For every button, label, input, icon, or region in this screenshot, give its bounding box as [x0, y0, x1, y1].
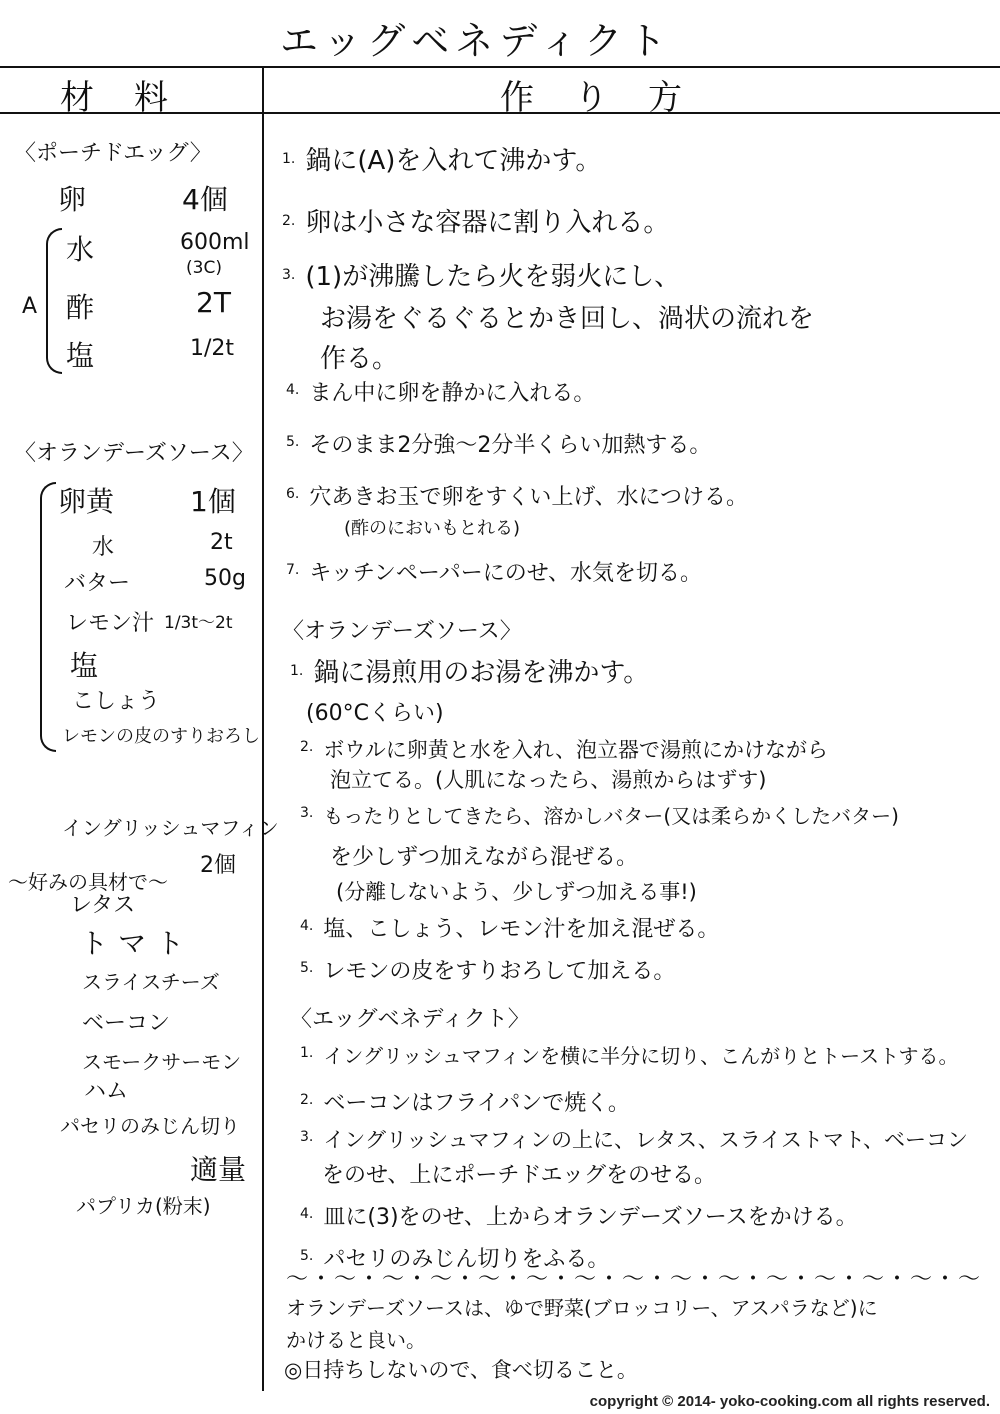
- lemon-juice-name: レモン汁: [66, 611, 155, 636]
- parsley: パセリのみじん切り: [60, 1114, 240, 1138]
- poached-step-6-note: (酢のにおいもとれる): [344, 518, 521, 539]
- lemon-zest: レモンの皮のすりおろし: [62, 726, 260, 747]
- group-a-brace: [46, 228, 62, 374]
- poached-egg-heading: 〈ポーチドエッグ〉: [14, 141, 212, 166]
- poached-step-1: $^{1.}$ 鍋に(A)を入れて沸かす。: [282, 146, 602, 176]
- note-serving-tip-line2: かけると良い。: [286, 1328, 426, 1352]
- salt-qty: 1/2t: [190, 336, 235, 361]
- hollandaise-method-heading: 〈オランデーズソース〉: [282, 619, 522, 644]
- tomato: トマト: [80, 927, 195, 960]
- pepper: こしょう: [72, 689, 161, 714]
- water-qty: 600ml: [180, 230, 250, 255]
- method-header: 作り方: [500, 78, 722, 118]
- egg-benedict-step-1: $^{1.}$ イングリッシュマフィンを横に半分に切り、こんがりとトーストする。: [300, 1044, 959, 1068]
- hollandaise-step-1-note: (60°Cくらい): [306, 701, 444, 726]
- egg-qty: 4個: [182, 183, 228, 216]
- poached-step-3: $^{3.}$ (1)が沸騰したら火を弱火にし、: [282, 262, 681, 292]
- lettuce: レタス: [70, 893, 136, 918]
- egg-benedict-method-heading: 〈エッグベネディクト〉: [290, 1007, 530, 1032]
- bacon: ベーコン: [82, 1011, 171, 1036]
- hollandaise-heading: 〈オランデーズソース〉: [14, 441, 254, 466]
- poached-step-7: $^{7.}$ キッチンペーパーにのせ、水気を切る。: [286, 561, 703, 586]
- hollandaise-brace: [40, 482, 56, 752]
- vinegar-name: 酢: [66, 291, 95, 324]
- poached-step-2: $^{2.}$ 卵は小さな容器に割り入れる。: [282, 208, 670, 238]
- water2-name: 水: [92, 535, 115, 560]
- water-note: (3C): [186, 258, 222, 278]
- poached-step-4: $^{4.}$ まん中に卵を静かに入れる。: [286, 381, 596, 406]
- poached-step-6: $^{6.}$ 穴あきお玉で卵をすくい上げ、水につける。: [286, 485, 749, 510]
- egg-benedict-step-3-line2: をのせ、上にポーチドエッグをのせる。: [322, 1163, 717, 1188]
- egg-name: 卵: [58, 183, 87, 216]
- vinegar-qty: 2T: [196, 286, 231, 319]
- salt-name: 塩: [66, 339, 95, 372]
- salt2: 塩: [70, 649, 99, 682]
- poached-step-5: $^{5.}$ そのまま2分強〜2分半くらい加熱する。: [286, 433, 712, 458]
- appropriate-amount: 適量: [190, 1153, 247, 1186]
- poached-step-3-line3: 作る。: [320, 344, 399, 374]
- hollandaise-step-2-line2: 泡立てる。(人肌になったら、湯煎からはずす): [330, 768, 767, 792]
- paprika: パプリカ(粉末): [76, 1194, 211, 1218]
- yolk-name: 卵黄: [58, 485, 115, 518]
- hollandaise-step-4: $^{4.}$ 塩、こしょう、レモン汁を加え混ぜる。: [300, 917, 720, 942]
- note-eat-promptly: ◎日持ちしないので、食べ切ること。: [284, 1358, 638, 1382]
- butter-name: バター: [64, 571, 131, 596]
- poached-step-3-line2: お湯をぐるぐるとかき回し、渦状の流れを: [320, 304, 815, 334]
- recipe-title: エッグベネディクト: [280, 19, 673, 63]
- hollandaise-step-5: $^{5.}$ レモンの皮をすりおろして加える。: [300, 959, 676, 984]
- muffin-qty: 2個: [200, 853, 236, 878]
- hollandaise-step-3: $^{3.}$ もったりとしてきたら、溶かしバター(又は柔らかくしたバター): [300, 804, 899, 828]
- egg-benedict-step-2: $^{2.}$ ベーコンはフライパンで焼く。: [300, 1091, 630, 1116]
- butter-qty: 50g: [204, 566, 246, 591]
- english-muffin: イングリッシュマフィン: [62, 816, 279, 840]
- hollandaise-step-3-line3: (分離しないよう、少しずつ加える事!): [336, 880, 697, 904]
- group-a-label: A: [22, 294, 38, 319]
- hollandaise-step-1: $^{1.}$ 鍋に湯煎用のお湯を沸かす。: [290, 658, 650, 688]
- hollandaise-step-2: $^{2.}$ ボウルに卵黄と水を入れ、泡立器で湯煎にかけながら: [300, 738, 828, 762]
- ingredients-header: 材料: [60, 78, 208, 118]
- egg-benedict-step-4: $^{4.}$ 皿に(3)をのせ、上からオランデーズソースをかける。: [300, 1205, 858, 1230]
- sliced-cheese: スライスチーズ: [82, 970, 220, 994]
- wavy-divider: 〜・〜・〜・〜・〜・〜・〜・〜・〜・〜・〜・〜・〜・〜・〜: [286, 1267, 983, 1292]
- hollandaise-step-3-line2: を少しずつ加えながら混ぜる。: [330, 845, 639, 870]
- column-divider: [262, 66, 264, 1391]
- ham: ハム: [84, 1079, 129, 1104]
- toppings-heading: 〜好みの具材で〜: [8, 870, 168, 894]
- yolk-qty: 1個: [190, 485, 236, 518]
- water2-qty: 2t: [210, 530, 233, 555]
- lemon-juice-qty: 1/3t〜2t: [164, 613, 233, 633]
- egg-benedict-step-5: $^{5.}$ パセリのみじん切りをふる。: [300, 1247, 610, 1272]
- note-serving-tip: オランデーズソースは、ゆで野菜(ブロッコリー、アスパラなど)に: [286, 1296, 878, 1320]
- egg-benedict-step-3: $^{3.}$ イングリッシュマフィンの上に、レタス、スライストマト、ベーコン: [300, 1128, 969, 1152]
- smoked-salmon: スモークサーモン: [82, 1050, 242, 1074]
- top-rule: [0, 66, 1000, 68]
- water-name: 水: [66, 233, 95, 266]
- copyright-notice: copyright © 2014- yoko-cooking.com all rights reserved.: [589, 1393, 990, 1410]
